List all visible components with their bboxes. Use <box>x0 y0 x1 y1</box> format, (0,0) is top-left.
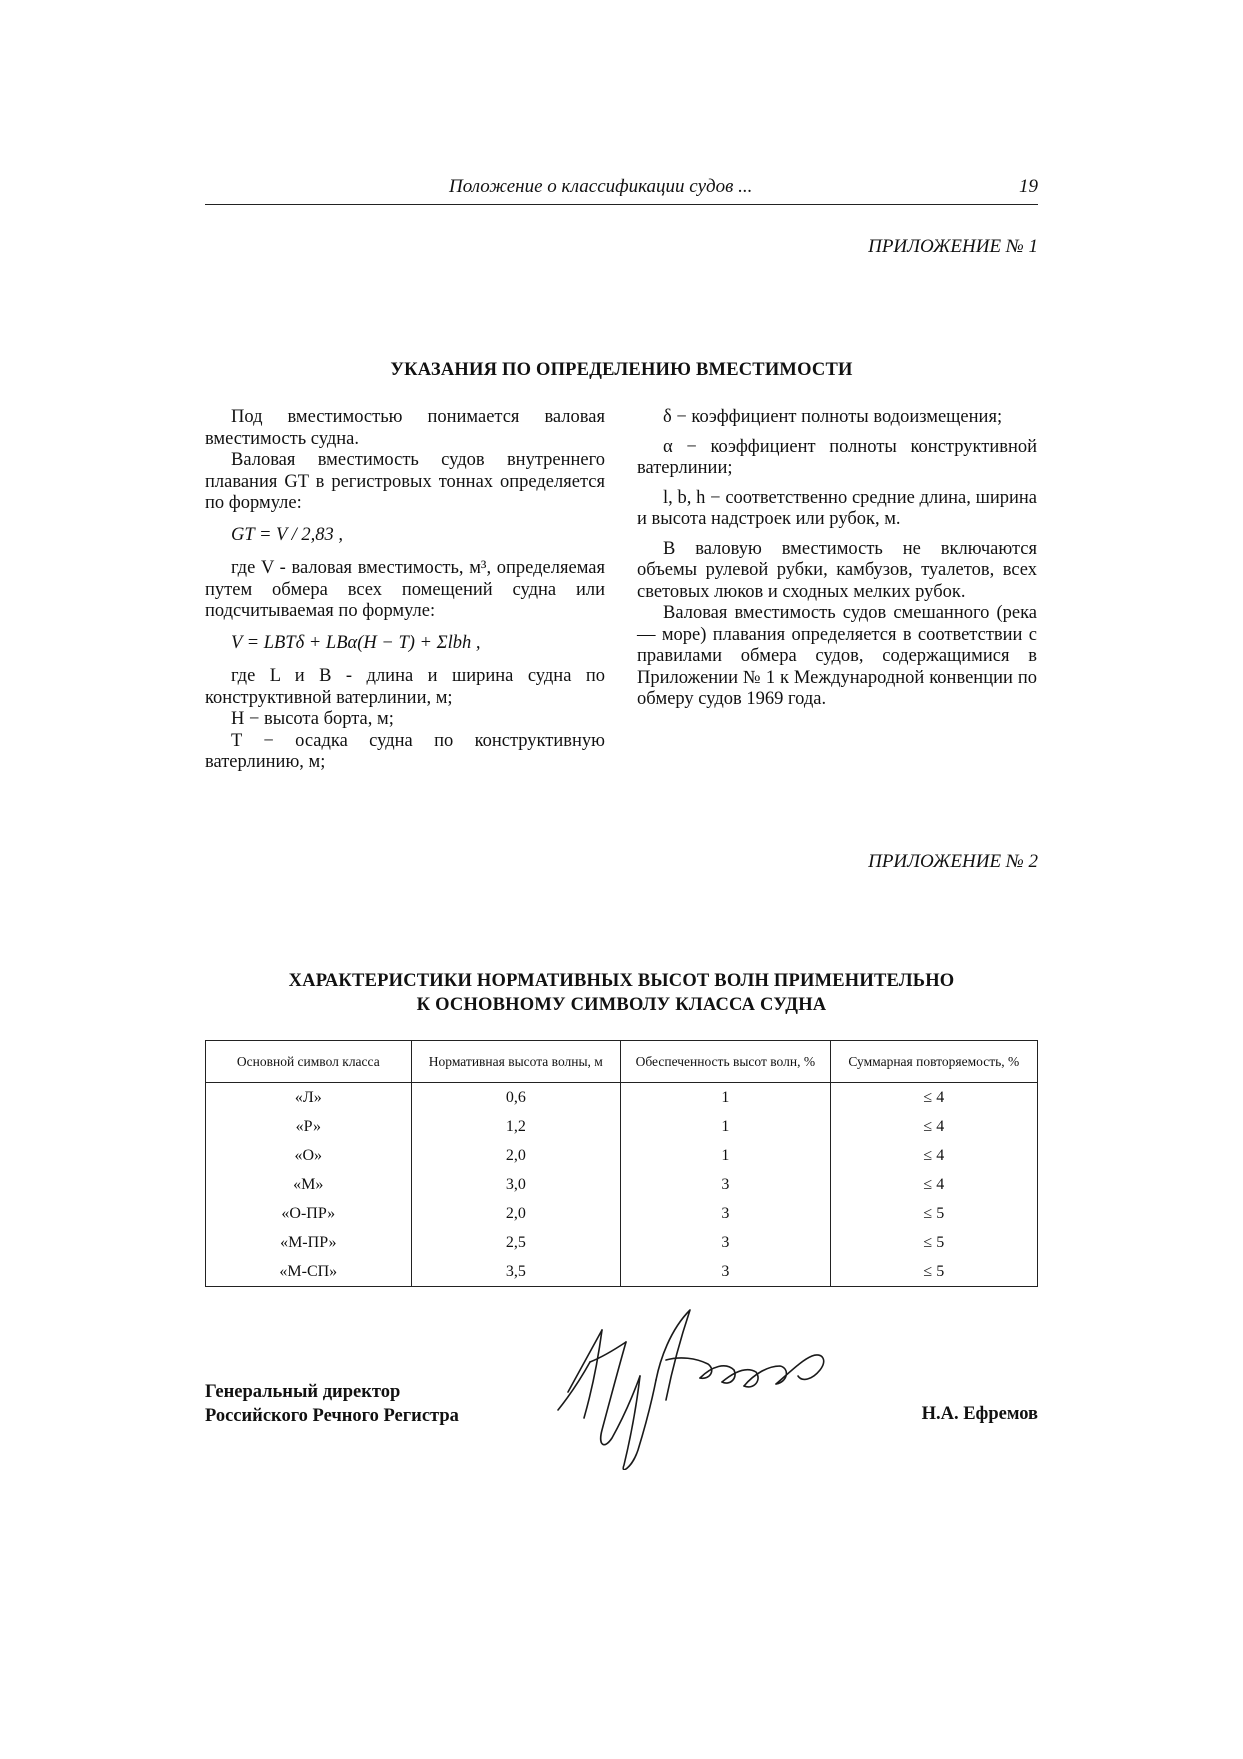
table-cell: 2,0 <box>411 1141 620 1170</box>
paragraph: В валовую вместимость не включаются объемы рулевой рубки, камбузов, туалетов, всех световых люков и сходных мелких рубок. <box>637 538 1037 602</box>
table-cell: ≤ 4 <box>830 1141 1037 1170</box>
table-row <box>206 1257 1038 1287</box>
table-cell: ≤ 4 <box>830 1083 1037 1113</box>
table-row <box>206 1112 1038 1141</box>
signatory-position <box>205 1380 459 1428</box>
table-cell: 1,2 <box>411 1112 620 1141</box>
left-column <box>205 407 605 774</box>
column-header: Основной символ класса <box>206 1041 412 1083</box>
table-cell: ≤ 5 <box>830 1228 1037 1257</box>
table-cell: ≤ 5 <box>830 1199 1037 1228</box>
table-cell: ≤ 4 <box>830 1170 1037 1199</box>
table-cell: «Л» <box>206 1083 412 1113</box>
table-row <box>206 1141 1038 1170</box>
table-cell: 3,0 <box>411 1170 620 1199</box>
table-cell: 3 <box>621 1199 831 1228</box>
table-cell: 3 <box>621 1257 831 1287</box>
table-cell: «О-ПР» <box>206 1199 412 1228</box>
paragraph: где V - валовая вместимость, м³, определяемая путем обмера всех помещений судна или подсчитываемая по формуле: <box>205 558 605 621</box>
appendix-1-title: УКАЗАНИЯ ПО ОПРЕДЕЛЕНИЮ ВМЕСТИМОСТИ <box>390 360 853 380</box>
table-cell: 3 <box>621 1228 831 1257</box>
table-cell: 3 <box>621 1170 831 1199</box>
running-header <box>205 176 1038 205</box>
paragraph: δ − коэффициент полноты водоизмещения; <box>663 407 1003 427</box>
paragraph: Под вместимостью понимается валовая вместимость судна. <box>205 407 605 449</box>
table-cell: ≤ 4 <box>830 1112 1037 1141</box>
paragraph: α − коэффициент полноты конструктивной ватерлинии; <box>637 436 1037 478</box>
appendix-1-label: ПРИЛОЖЕНИЕ № 1 <box>868 236 1038 257</box>
table-cell: «Р» <box>206 1112 412 1141</box>
column-header: Обеспеченность высот волн, % <box>621 1041 831 1083</box>
formula-v: V = LBTδ + LBα(H − T) + Σlbh , <box>231 632 481 653</box>
paragraph: l, b, h − соответственно средние длина, ширина и высота надстроек или рубок, м. <box>637 487 1037 529</box>
table-row <box>206 1228 1038 1257</box>
title-line-1: ХАРАКТЕРИСТИКИ НОРМАТИВНЫХ ВЫСОТ ВОЛН ПРИМЕНИТЕЛЬНО <box>288 971 955 991</box>
page-number: 19 <box>1019 176 1038 197</box>
signatory-name: Н.А. Ефремов <box>921 1404 1038 1424</box>
handwritten-signature <box>540 1300 850 1470</box>
paragraph: Валовая вместимость судов внутреннего плавания GT в регистровых тоннах определяется по формуле: <box>205 450 605 513</box>
column-header: Суммарная повторяемость, % <box>830 1041 1037 1083</box>
table-cell: 0,6 <box>411 1083 620 1113</box>
table-cell: «О» <box>206 1141 412 1170</box>
table-cell: 1 <box>621 1112 831 1141</box>
wave-height-table <box>205 1040 1038 1287</box>
table-cell: 1 <box>621 1141 831 1170</box>
paragraph: T − осадка судна по конструктивную ватерлинию, м; <box>205 730 605 772</box>
table-cell: 1 <box>621 1083 831 1113</box>
table-row <box>206 1170 1038 1199</box>
table-cell: ≤ 5 <box>830 1257 1037 1287</box>
table-cell: 2,0 <box>411 1199 620 1228</box>
appendix-2-title <box>205 969 1038 1017</box>
table-row <box>206 1083 1038 1113</box>
table-cell: «М-ПР» <box>206 1228 412 1257</box>
paragraph: где L и B - длина и ширина судна по конструктивной ватерлинии, м; <box>205 666 605 708</box>
table-header-row <box>206 1041 1038 1083</box>
running-title: Положение о классификации судов ... <box>449 176 753 197</box>
table-cell: 2,5 <box>411 1228 620 1257</box>
table-cell: 3,5 <box>411 1257 620 1287</box>
table-cell: «М-СП» <box>206 1257 412 1287</box>
right-column <box>637 407 1037 711</box>
data-table <box>205 1040 1038 1287</box>
title-line-2: К ОСНОВНОМУ СИМВОЛУ КЛАССА СУДНА <box>416 995 827 1015</box>
paragraph: Валовая вместимость судов смешанного (река — море) плавания определяется в соответствии с правилами обмера судов, содержащимися в Приложении № 1 к Международной конвенции по обмеру судов 1969 года. <box>637 603 1037 709</box>
formula-gt: GT = V / 2,83 , <box>231 524 344 545</box>
paragraph: H − высота борта, м; <box>231 709 394 729</box>
position-line-2: Российского Речного Регистра <box>205 1406 459 1426</box>
table-row <box>206 1199 1038 1228</box>
position-line-1: Генеральный директор <box>205 1382 401 1402</box>
table-cell: «М» <box>206 1170 412 1199</box>
appendix-2-label: ПРИЛОЖЕНИЕ № 2 <box>868 851 1038 872</box>
column-header: Нормативная высота волны, м <box>411 1041 620 1083</box>
